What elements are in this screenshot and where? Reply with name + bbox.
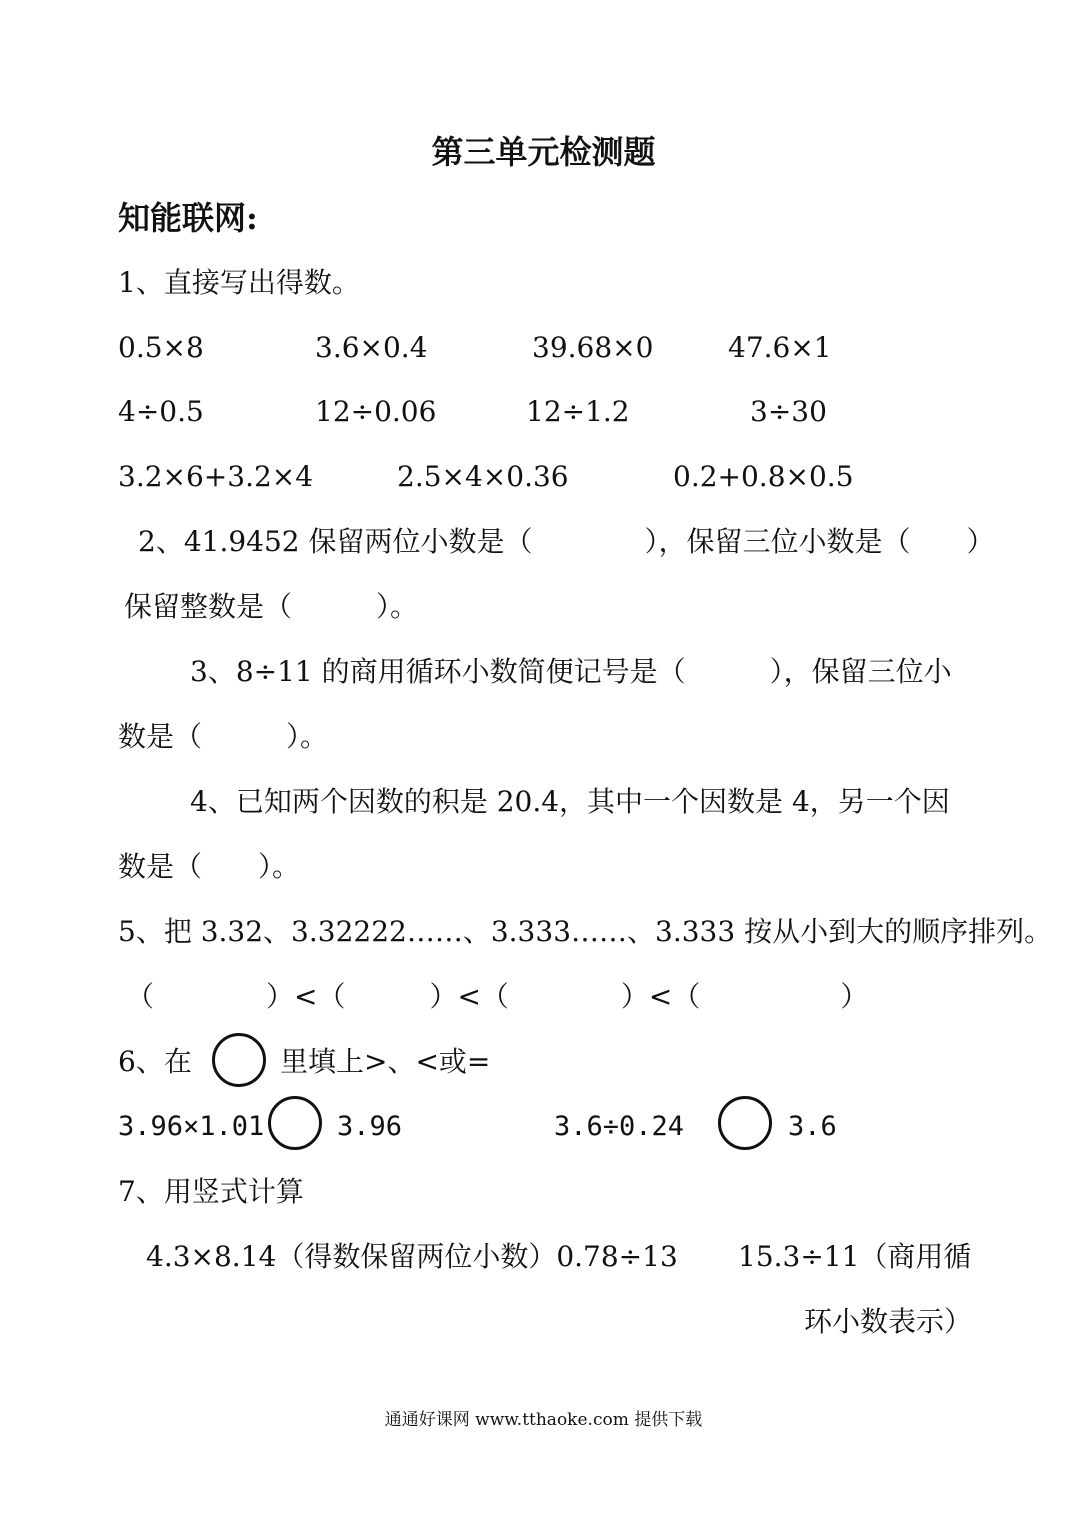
q7-heading: 7、用竖式计算 bbox=[118, 1175, 304, 1208]
q1-item: 47.6×1 bbox=[728, 331, 832, 364]
q6-left-expression: 3.96×1.01 bbox=[118, 1111, 265, 1142]
page-footer: 通通好课网 www.tthaoke.com 提供下载 bbox=[384, 1410, 703, 1430]
q1-item: 3÷30 bbox=[750, 395, 827, 428]
q4-line2: 数是（ ）。 bbox=[118, 850, 301, 883]
q1-item: 0.5×8 bbox=[118, 331, 204, 364]
q5-line2: （ ）<（ ）<（ ）<（ ） bbox=[126, 980, 869, 1013]
q1-item: 0.2+0.8×0.5 bbox=[673, 460, 854, 493]
q1-item: 4÷0.5 bbox=[118, 395, 204, 428]
q1-item: 39.68×0 bbox=[532, 331, 654, 364]
q6-suffix: 里填上>、<或= bbox=[280, 1045, 491, 1078]
q1-heading: 1、直接写出得数。 bbox=[118, 266, 360, 299]
q6-right-value: 3.6 bbox=[788, 1111, 837, 1142]
q2-line2: 保留整数是（ ）。 bbox=[124, 590, 419, 623]
answer-circle-icon bbox=[268, 1096, 322, 1150]
answer-circle-icon bbox=[718, 1096, 772, 1150]
q1-item: 3.6×0.4 bbox=[315, 331, 428, 364]
q7-problem-2: 15.3÷11（商用循 bbox=[738, 1240, 972, 1273]
page-title: 第三单元检测题 bbox=[431, 133, 656, 171]
q6-left-value: 3.96 bbox=[337, 1111, 403, 1142]
q2-line1: 2、41.9452 保留两位小数是（ ），保留三位小数是（ ） bbox=[138, 525, 995, 558]
q1-item: 12÷0.06 bbox=[315, 395, 437, 428]
q1-item: 2.5×4×0.36 bbox=[397, 460, 569, 493]
comparison-circle-icon bbox=[212, 1033, 266, 1087]
q6-prefix: 6、在 bbox=[118, 1045, 192, 1078]
q3-line2: 数是（ ）。 bbox=[118, 720, 329, 753]
q7-problem-2-cont: 环小数表示） bbox=[804, 1305, 973, 1338]
q6-right-expression: 3.6÷0.24 bbox=[554, 1111, 685, 1142]
q4-line1: 4、已知两个因数的积是 20.4，其中一个因数是 4，另一个因 bbox=[190, 785, 950, 818]
q5-line1: 5、把 3.32、3.32222……、3.333……、3.333 按从小到大的顺序排列。 bbox=[118, 915, 1053, 948]
q7-problem-1: 4.3×8.14（得数保留两位小数）0.78÷13 bbox=[146, 1240, 678, 1273]
q3-line1: 3、8÷11 的商用循环小数简便记号是（ ），保留三位小 bbox=[190, 655, 952, 688]
q1-item: 3.2×6+3.2×4 bbox=[118, 460, 314, 493]
q1-item: 12÷1.2 bbox=[526, 395, 630, 428]
section-heading: 知能联网: bbox=[118, 199, 258, 237]
